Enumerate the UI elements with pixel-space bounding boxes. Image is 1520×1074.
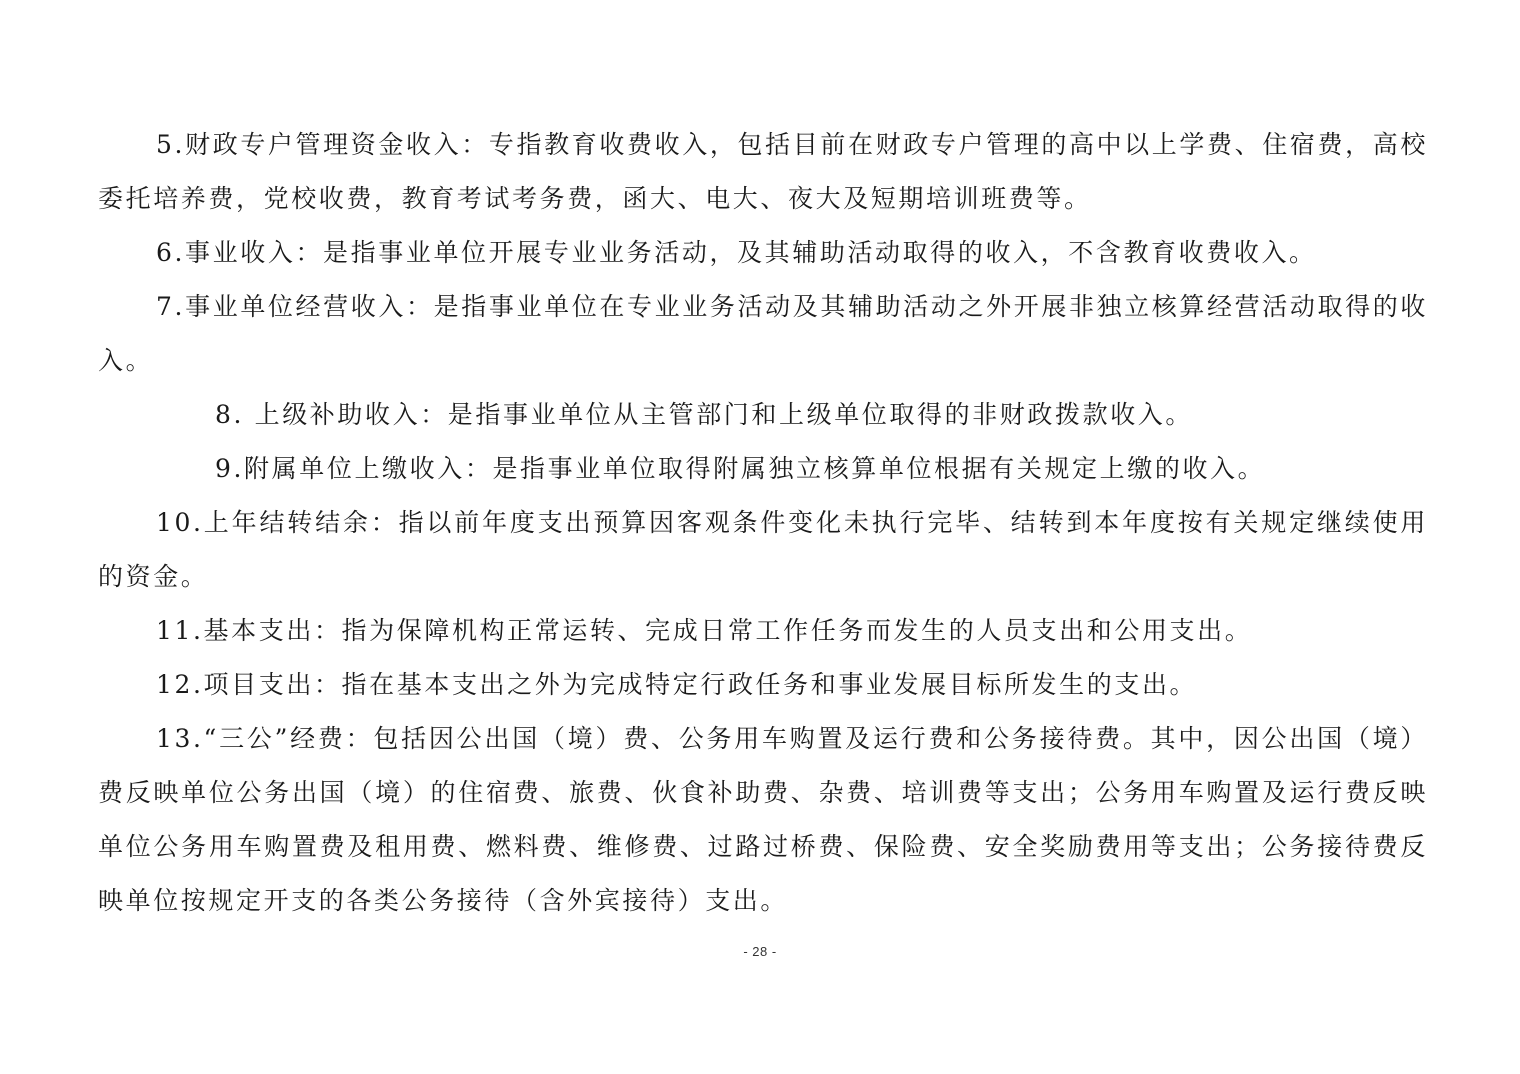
- paragraph-item-13: 13.“三公”经费：包括因公出国（境）费、公务用车购置及运行费和公务接待费。其中，因公出国（境）费反映单位公务出国（境）的住宿费、旅费、伙食补助费、杂费、培训费等支出；公务用车购置及运行费反映单位公务用车购置费及租用费、燃料费、维修费、过路过桥费、保险费、安全奖励费用等支出；公务接待费反映单位按规定开支的各类公务接待（含外宾接待）支出。: [98, 724, 1428, 915]
- paragraph-item-12: 12.项目支出：指在基本支出之外为完成特定行政任务和事业发展目标所发生的支出。: [156, 670, 1198, 699]
- paragraph-item-9: 9.附属单位上缴收入：是指事业单位取得附属独立核算单位根据有关规定上缴的收入。: [215, 454, 1266, 483]
- body-text: [98, 118, 1428, 928]
- paragraph-item-8: 8. 上级补助收入：是指事业单位从主管部门和上级单位取得的非财政拨款收入。: [215, 400, 1194, 429]
- paragraph-item-7: 7.事业单位经营收入：是指事业单位在专业业务活动及其辅助活动之外开展非独立核算经营活动取得的收入。: [98, 292, 1428, 375]
- page-number: - 28 -: [743, 944, 777, 959]
- paragraph-item-11: 11.基本支出：指为保障机构正常运转、完成日常工作任务而发生的人员支出和公用支出。: [156, 616, 1253, 645]
- paragraph-item-10: 10.上年结转结余：指以前年度支出预算因客观条件变化未执行完毕、结转到本年度按有关规定继续使用的资金。: [98, 508, 1428, 591]
- paragraph-item-6: 6.事业收入：是指事业单位开展专业业务活动，及其辅助活动取得的收入，不含教育收费收入。: [156, 238, 1317, 267]
- paragraph-item-5: 5.财政专户管理资金收入：专指教育收费收入，包括目前在财政专户管理的高中以上学费、住宿费，高校委托培养费，党校收费，教育考试考务费，函大、电大、夜大及短期培训班费等。: [98, 130, 1428, 213]
